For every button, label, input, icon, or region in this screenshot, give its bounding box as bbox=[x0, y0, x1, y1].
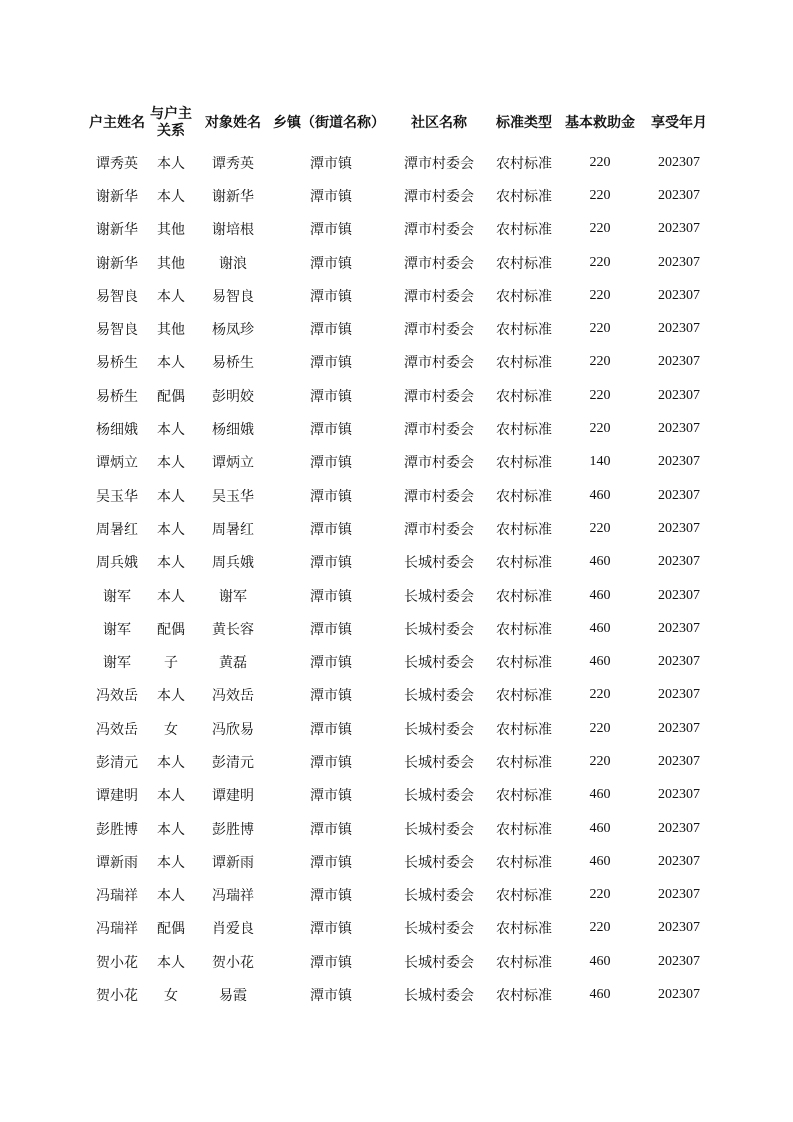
householder-cell: 易桥生 bbox=[96, 388, 138, 405]
householder-cell: 冯效岳 bbox=[96, 688, 138, 705]
recipient-cell: 冯效岳 bbox=[212, 688, 254, 705]
relation-cell: 本人 bbox=[157, 555, 185, 572]
recipient-cell: 冯瑞祥 bbox=[212, 888, 254, 905]
householder-cell: 冯瑞祥 bbox=[96, 888, 138, 905]
roster-table bbox=[86, 100, 718, 1012]
col-header-base-aid: 基本救助金 bbox=[565, 114, 635, 131]
period-cell: 202307 bbox=[658, 454, 700, 470]
recipient-cell: 谭炳立 bbox=[212, 455, 254, 472]
recipient-cell: 谢军 bbox=[219, 588, 247, 605]
base-aid-cell: 220 bbox=[589, 154, 611, 170]
table-row bbox=[86, 279, 718, 312]
township-cell: 潭市镇 bbox=[310, 988, 352, 1005]
relation-cell: 本人 bbox=[157, 355, 185, 372]
standard-type-cell: 农村标准 bbox=[496, 288, 552, 305]
community-cell: 长城村委会 bbox=[404, 655, 474, 672]
period-cell: 202307 bbox=[658, 554, 700, 570]
table-row bbox=[86, 712, 718, 745]
community-cell: 长城村委会 bbox=[404, 555, 474, 572]
period-cell: 202307 bbox=[658, 487, 700, 503]
township-cell: 潭市镇 bbox=[310, 588, 352, 605]
base-aid-cell: 220 bbox=[589, 887, 611, 903]
relation-cell: 本人 bbox=[157, 754, 185, 771]
period-cell: 202307 bbox=[658, 520, 700, 536]
standard-type-cell: 农村标准 bbox=[496, 388, 552, 405]
base-aid-cell: 460 bbox=[589, 987, 611, 1003]
table-row bbox=[86, 412, 718, 445]
township-cell: 潭市镇 bbox=[310, 721, 352, 738]
base-aid-cell: 220 bbox=[589, 221, 611, 237]
community-cell: 潭市村委会 bbox=[404, 288, 474, 305]
table-row bbox=[86, 845, 718, 878]
base-aid-cell: 220 bbox=[589, 687, 611, 703]
community-cell: 长城村委会 bbox=[404, 721, 474, 738]
base-aid-cell: 140 bbox=[589, 454, 611, 470]
base-aid-cell: 220 bbox=[589, 920, 611, 936]
community-cell: 长城村委会 bbox=[404, 888, 474, 905]
period-cell: 202307 bbox=[658, 387, 700, 403]
relation-cell: 本人 bbox=[157, 788, 185, 805]
community-cell: 长城村委会 bbox=[404, 821, 474, 838]
recipient-cell: 易霞 bbox=[219, 988, 247, 1005]
relation-cell: 女 bbox=[164, 721, 178, 738]
period-cell: 202307 bbox=[658, 654, 700, 670]
base-aid-cell: 220 bbox=[589, 321, 611, 337]
table-row bbox=[86, 446, 718, 479]
period-cell: 202307 bbox=[658, 321, 700, 337]
base-aid-cell: 460 bbox=[589, 820, 611, 836]
relation-cell: 本人 bbox=[157, 521, 185, 538]
householder-cell: 谢军 bbox=[103, 655, 131, 672]
township-cell: 潭市镇 bbox=[310, 521, 352, 538]
township-cell: 潭市镇 bbox=[310, 954, 352, 971]
community-cell: 潭市村委会 bbox=[404, 455, 474, 472]
standard-type-cell: 农村标准 bbox=[496, 355, 552, 372]
householder-cell: 周暑红 bbox=[96, 521, 138, 538]
period-cell: 202307 bbox=[658, 221, 700, 237]
community-cell: 长城村委会 bbox=[404, 921, 474, 938]
recipient-cell: 彭清元 bbox=[212, 754, 254, 771]
recipient-cell: 杨凤珍 bbox=[212, 322, 254, 339]
township-cell: 潭市镇 bbox=[310, 788, 352, 805]
community-cell: 潭市村委会 bbox=[404, 488, 474, 505]
relation-cell: 其他 bbox=[157, 222, 185, 239]
base-aid-cell: 220 bbox=[589, 287, 611, 303]
relation-cell: 本人 bbox=[157, 854, 185, 871]
community-cell: 潭市村委会 bbox=[404, 521, 474, 538]
recipient-cell: 谭秀英 bbox=[212, 155, 254, 172]
township-cell: 潭市镇 bbox=[310, 488, 352, 505]
recipient-cell: 杨细娥 bbox=[212, 422, 254, 439]
standard-type-cell: 农村标准 bbox=[496, 954, 552, 971]
standard-type-cell: 农村标准 bbox=[496, 921, 552, 938]
base-aid-cell: 220 bbox=[589, 421, 611, 437]
relation-cell: 本人 bbox=[157, 288, 185, 305]
township-cell: 潭市镇 bbox=[310, 288, 352, 305]
base-aid-cell: 460 bbox=[589, 953, 611, 969]
standard-type-cell: 农村标准 bbox=[496, 255, 552, 272]
period-cell: 202307 bbox=[658, 753, 700, 769]
period-cell: 202307 bbox=[658, 787, 700, 803]
standard-type-cell: 农村标准 bbox=[496, 655, 552, 672]
community-cell: 潭市村委会 bbox=[404, 388, 474, 405]
relief-roster bbox=[86, 100, 718, 1012]
base-aid-cell: 220 bbox=[589, 254, 611, 270]
community-cell: 长城村委会 bbox=[404, 688, 474, 705]
township-cell: 潭市镇 bbox=[310, 621, 352, 638]
col-header-period: 享受年月 bbox=[651, 114, 707, 131]
householder-cell: 易智良 bbox=[96, 288, 138, 305]
standard-type-cell: 农村标准 bbox=[496, 588, 552, 605]
table-row bbox=[86, 945, 718, 978]
table-row bbox=[86, 812, 718, 845]
township-cell: 潭市镇 bbox=[310, 188, 352, 205]
recipient-cell: 彭明姣 bbox=[212, 388, 254, 405]
recipient-cell: 周暑红 bbox=[212, 521, 254, 538]
base-aid-cell: 460 bbox=[589, 853, 611, 869]
relation-cell: 本人 bbox=[157, 588, 185, 605]
relation-cell: 本人 bbox=[157, 821, 185, 838]
period-cell: 202307 bbox=[658, 887, 700, 903]
householder-cell: 谢军 bbox=[103, 621, 131, 638]
township-cell: 潭市镇 bbox=[310, 222, 352, 239]
householder-cell: 谭秀英 bbox=[96, 155, 138, 172]
relation-cell: 本人 bbox=[157, 155, 185, 172]
standard-type-cell: 农村标准 bbox=[496, 455, 552, 472]
table-row bbox=[86, 479, 718, 512]
relation-cell: 子 bbox=[164, 655, 178, 672]
base-aid-cell: 220 bbox=[589, 354, 611, 370]
period-cell: 202307 bbox=[658, 587, 700, 603]
householder-cell: 冯瑞祥 bbox=[96, 921, 138, 938]
base-aid-cell: 460 bbox=[589, 587, 611, 603]
standard-type-cell: 农村标准 bbox=[496, 422, 552, 439]
relation-cell: 配偶 bbox=[157, 621, 185, 638]
base-aid-cell: 220 bbox=[589, 187, 611, 203]
township-cell: 潭市镇 bbox=[310, 255, 352, 272]
table-row bbox=[86, 312, 718, 345]
relation-cell: 本人 bbox=[157, 688, 185, 705]
householder-cell: 谭炳立 bbox=[96, 455, 138, 472]
table-row bbox=[86, 379, 718, 412]
township-cell: 潭市镇 bbox=[310, 754, 352, 771]
period-cell: 202307 bbox=[658, 720, 700, 736]
standard-type-cell: 农村标准 bbox=[496, 821, 552, 838]
col-header-recipient: 对象姓名 bbox=[205, 114, 261, 131]
period-cell: 202307 bbox=[658, 421, 700, 437]
table-row bbox=[86, 779, 718, 812]
recipient-cell: 彭胜博 bbox=[212, 821, 254, 838]
base-aid-cell: 220 bbox=[589, 520, 611, 536]
relation-cell: 本人 bbox=[157, 488, 185, 505]
recipient-cell: 贺小花 bbox=[212, 954, 254, 971]
recipient-cell: 周兵娥 bbox=[212, 555, 254, 572]
relation-cell: 其他 bbox=[157, 255, 185, 272]
community-cell: 长城村委会 bbox=[404, 954, 474, 971]
table-body bbox=[86, 146, 718, 1012]
recipient-cell: 谭建明 bbox=[212, 788, 254, 805]
recipient-cell: 肖爱良 bbox=[212, 921, 254, 938]
community-cell: 潭市村委会 bbox=[404, 255, 474, 272]
standard-type-cell: 农村标准 bbox=[496, 555, 552, 572]
relation-cell: 女 bbox=[164, 988, 178, 1005]
base-aid-cell: 460 bbox=[589, 787, 611, 803]
recipient-cell: 谭新雨 bbox=[212, 854, 254, 871]
relation-cell: 本人 bbox=[157, 888, 185, 905]
township-cell: 潭市镇 bbox=[310, 688, 352, 705]
base-aid-cell: 220 bbox=[589, 720, 611, 736]
standard-type-cell: 农村标准 bbox=[496, 988, 552, 1005]
standard-type-cell: 农村标准 bbox=[496, 155, 552, 172]
recipient-cell: 谢浪 bbox=[219, 255, 247, 272]
table-row bbox=[86, 246, 718, 279]
township-cell: 潭市镇 bbox=[310, 888, 352, 905]
standard-type-cell: 农村标准 bbox=[496, 788, 552, 805]
period-cell: 202307 bbox=[658, 687, 700, 703]
table-row bbox=[86, 978, 718, 1011]
householder-cell: 谢新华 bbox=[96, 255, 138, 272]
relation-cell: 本人 bbox=[157, 954, 185, 971]
householder-cell: 谭新雨 bbox=[96, 854, 138, 871]
township-cell: 潭市镇 bbox=[310, 322, 352, 339]
period-cell: 202307 bbox=[658, 187, 700, 203]
standard-type-cell: 农村标准 bbox=[496, 222, 552, 239]
header-row bbox=[86, 100, 718, 146]
period-cell: 202307 bbox=[658, 620, 700, 636]
recipient-cell: 冯欣易 bbox=[212, 721, 254, 738]
standard-type-cell: 农村标准 bbox=[496, 888, 552, 905]
recipient-cell: 易桥生 bbox=[212, 355, 254, 372]
standard-type-cell: 农村标准 bbox=[496, 754, 552, 771]
base-aid-cell: 220 bbox=[589, 753, 611, 769]
recipient-cell: 谢培根 bbox=[212, 222, 254, 239]
relation-cell: 配偶 bbox=[157, 388, 185, 405]
table-row bbox=[86, 179, 718, 212]
householder-cell: 彭胜博 bbox=[96, 821, 138, 838]
recipient-cell: 吴玉华 bbox=[212, 488, 254, 505]
table-row bbox=[86, 512, 718, 545]
householder-cell: 彭清元 bbox=[96, 754, 138, 771]
standard-type-cell: 农村标准 bbox=[496, 488, 552, 505]
township-cell: 潭市镇 bbox=[310, 854, 352, 871]
householder-cell: 贺小花 bbox=[96, 988, 138, 1005]
table-row bbox=[86, 679, 718, 712]
period-cell: 202307 bbox=[658, 987, 700, 1003]
period-cell: 202307 bbox=[658, 154, 700, 170]
table-row bbox=[86, 879, 718, 912]
standard-type-cell: 农村标准 bbox=[496, 621, 552, 638]
table-row bbox=[86, 346, 718, 379]
township-cell: 潭市镇 bbox=[310, 155, 352, 172]
base-aid-cell: 460 bbox=[589, 620, 611, 636]
base-aid-cell: 460 bbox=[589, 654, 611, 670]
table-row bbox=[86, 213, 718, 246]
community-cell: 长城村委会 bbox=[404, 588, 474, 605]
standard-type-cell: 农村标准 bbox=[496, 322, 552, 339]
community-cell: 潭市村委会 bbox=[404, 422, 474, 439]
period-cell: 202307 bbox=[658, 953, 700, 969]
recipient-cell: 黄磊 bbox=[219, 655, 247, 672]
householder-cell: 谢新华 bbox=[96, 188, 138, 205]
table-row bbox=[86, 146, 718, 179]
recipient-cell: 易智良 bbox=[212, 288, 254, 305]
householder-cell: 易智良 bbox=[96, 322, 138, 339]
community-cell: 潭市村委会 bbox=[404, 222, 474, 239]
standard-type-cell: 农村标准 bbox=[496, 688, 552, 705]
period-cell: 202307 bbox=[658, 354, 700, 370]
township-cell: 潭市镇 bbox=[310, 655, 352, 672]
standard-type-cell: 农村标准 bbox=[496, 188, 552, 205]
table-row bbox=[86, 645, 718, 678]
householder-cell: 周兵娥 bbox=[96, 555, 138, 572]
householder-cell: 冯效岳 bbox=[96, 721, 138, 738]
standard-type-cell: 农村标准 bbox=[496, 721, 552, 738]
township-cell: 潭市镇 bbox=[310, 422, 352, 439]
relation-cell: 本人 bbox=[157, 188, 185, 205]
community-cell: 潭市村委会 bbox=[404, 355, 474, 372]
community-cell: 潭市村委会 bbox=[404, 188, 474, 205]
period-cell: 202307 bbox=[658, 287, 700, 303]
table-row bbox=[86, 912, 718, 945]
col-header-township: 乡镇（街道名称） bbox=[273, 114, 385, 131]
base-aid-cell: 220 bbox=[589, 387, 611, 403]
recipient-cell: 谢新华 bbox=[212, 188, 254, 205]
township-cell: 潭市镇 bbox=[310, 455, 352, 472]
householder-cell: 贺小花 bbox=[96, 954, 138, 971]
township-cell: 潭市镇 bbox=[310, 821, 352, 838]
community-cell: 潭市村委会 bbox=[404, 322, 474, 339]
township-cell: 潭市镇 bbox=[310, 388, 352, 405]
period-cell: 202307 bbox=[658, 820, 700, 836]
col-header-householder: 户主姓名 bbox=[89, 114, 145, 131]
col-header-community: 社区名称 bbox=[411, 114, 467, 131]
relation-cell: 本人 bbox=[157, 422, 185, 439]
community-cell: 长城村委会 bbox=[404, 788, 474, 805]
community-cell: 长城村委会 bbox=[404, 621, 474, 638]
householder-cell: 谢新华 bbox=[96, 222, 138, 239]
base-aid-cell: 460 bbox=[589, 487, 611, 503]
recipient-cell: 黄长容 bbox=[212, 621, 254, 638]
standard-type-cell: 农村标准 bbox=[496, 521, 552, 538]
period-cell: 202307 bbox=[658, 853, 700, 869]
table-row bbox=[86, 579, 718, 612]
householder-cell: 谢军 bbox=[103, 588, 131, 605]
householder-cell: 杨细娥 bbox=[96, 422, 138, 439]
period-cell: 202307 bbox=[658, 920, 700, 936]
township-cell: 潭市镇 bbox=[310, 921, 352, 938]
table-row bbox=[86, 612, 718, 645]
base-aid-cell: 460 bbox=[589, 554, 611, 570]
community-cell: 长城村委会 bbox=[404, 854, 474, 871]
householder-cell: 易桥生 bbox=[96, 355, 138, 372]
table-row bbox=[86, 745, 718, 778]
period-cell: 202307 bbox=[658, 254, 700, 270]
table-row bbox=[86, 546, 718, 579]
standard-type-cell: 农村标准 bbox=[496, 854, 552, 871]
householder-cell: 谭建明 bbox=[96, 788, 138, 805]
relation-cell: 配偶 bbox=[157, 921, 185, 938]
community-cell: 潭市村委会 bbox=[404, 155, 474, 172]
relation-cell: 其他 bbox=[157, 322, 185, 339]
householder-cell: 吴玉华 bbox=[96, 488, 138, 505]
community-cell: 长城村委会 bbox=[404, 988, 474, 1005]
community-cell: 长城村委会 bbox=[404, 754, 474, 771]
township-cell: 潭市镇 bbox=[310, 355, 352, 372]
col-header-relation: 与户主关系 bbox=[150, 106, 192, 139]
township-cell: 潭市镇 bbox=[310, 555, 352, 572]
relation-cell: 本人 bbox=[157, 455, 185, 472]
col-header-standard-type: 标准类型 bbox=[496, 114, 552, 131]
